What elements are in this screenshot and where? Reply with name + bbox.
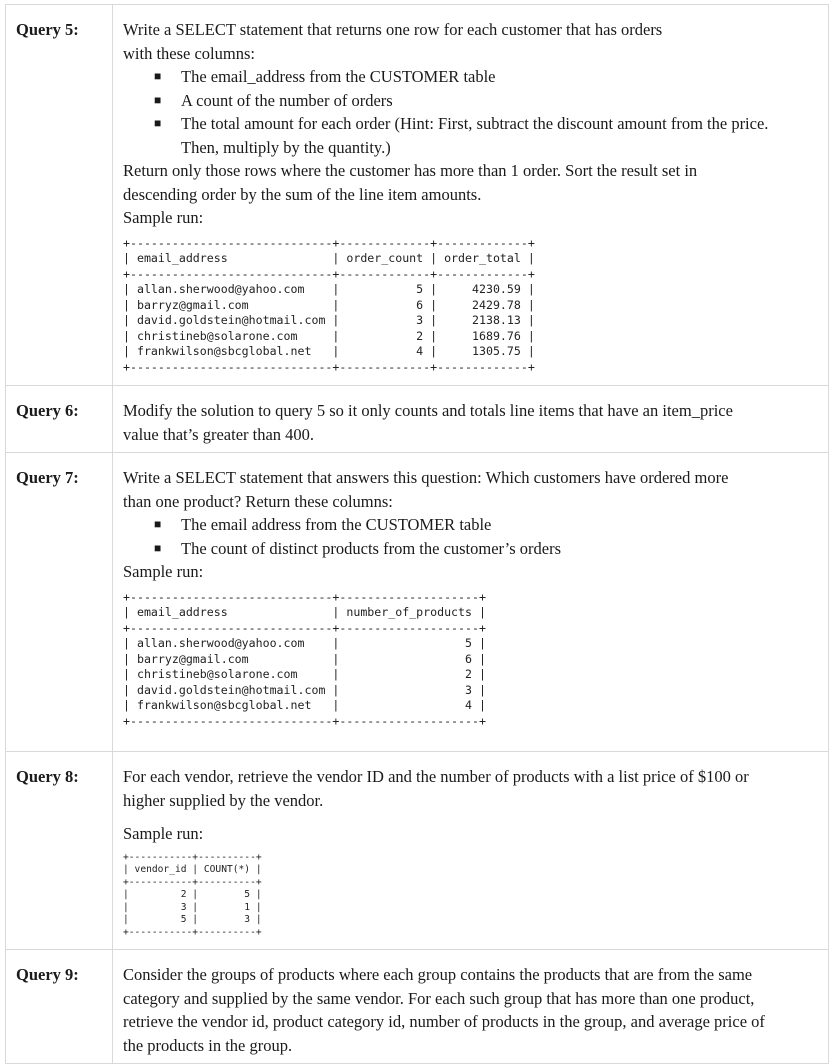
query-9-line-1: Consider the groups of products where each group contains the products that are from the same <box>123 965 753 984</box>
query-8-result-table: +-----------+----------+ | vendor_id | COUNT(*) | +-----------+----------+ | 2 | 5 | | 3 | 1 | | 5 | 3 | +-----------+----------+ <box>123 851 262 938</box>
query-7-bullets <box>123 513 816 560</box>
query-7-label: Query 7: <box>6 453 113 752</box>
assignment-page <box>5 4 829 1064</box>
query-5-outro-1: Return only those rows where the customer has more than 1 order. Sort the result set in <box>123 161 698 180</box>
sample-run-label: Sample run: <box>123 824 204 843</box>
query-8-label: Query 8: <box>6 752 113 950</box>
query-9-line-2: category and supplied by the same vendor. For each such group that has more than one product, <box>123 988 755 1008</box>
query-7-intro-1: Write a SELECT statement that answers this question: Which customers have ordered more <box>123 468 729 487</box>
query-7-row <box>6 453 829 752</box>
query-5-row <box>6 5 829 386</box>
bullet-icon: ■ <box>154 540 162 555</box>
query-7-body <box>113 453 829 752</box>
query-7-intro-2: than one product? Return these columns: <box>123 491 393 511</box>
query-5-body <box>113 5 829 386</box>
list-item: ■ The email address from the CUSTOMER table <box>123 513 816 537</box>
sample-run-label: Sample run: <box>123 562 204 581</box>
bullet-icon: ■ <box>154 92 162 107</box>
query-8-line-1: For each vendor, retrieve the vendor ID and the number of products with a list price of $100 or <box>123 767 749 786</box>
list-item: ■ The count of distinct products from the customer’s orders <box>123 537 816 561</box>
query-5-bullets <box>123 65 816 159</box>
query-5-label: Query 5: <box>6 5 113 386</box>
query-table <box>5 4 829 1064</box>
bullet-icon: ■ <box>154 69 162 83</box>
list-item-continuation: Then, multiply by the quantity.) <box>181 137 391 157</box>
query-6-row <box>6 386 829 453</box>
query-5-intro-2: with these columns: <box>123 43 255 63</box>
query-5-intro-1: Write a SELECT statement that returns one row for each customer that has orders <box>123 20 663 39</box>
bullet-icon: ■ <box>154 116 162 130</box>
bullet-icon: ■ <box>154 517 162 531</box>
query-8-body <box>113 752 829 950</box>
query-9-row <box>6 950 829 1064</box>
sample-run-label: Sample run: <box>123 208 204 227</box>
query-5-outro-2: descending order by the sum of the line item amounts. <box>123 184 482 204</box>
query-5-result-table: +-----------------------------+-------------+-------------+ | email_address | order_count | order_total | +-----------------------------+-------------+-------------+ | allan.sherwood@yahoo.com | 5 | 4230.59 | | barryz@gmail.com | 6 | 2429.78 | | david.goldstein@hotmail.com | 3 | 2138.13 | | christineb@solarone.com | 2 | 1689.76 | | frankwilson@sbcglobal.net | 4 | 1305.75 | +-----------------------------+-------------+-------------+ <box>123 235 535 374</box>
query-8-row <box>6 752 829 950</box>
query-7-result-table: +-----------------------------+--------------------+ | email_address | number_of_products | +-----------------------------+--------------------+ | allan.sherwood@yahoo.com | 5 | | barryz@gmail.com | 6 | | christineb@solarone.com | 2 | | david.goldstein@hotmail.com | 3 | | frankwilson@sbcglobal.net | 4 | +-----------------------------+--------------------+ <box>123 589 486 728</box>
query-6-line-2: value that’s greater than 400. <box>123 424 315 444</box>
query-6-label: Query 6: <box>6 386 113 453</box>
query-6-body <box>113 386 829 453</box>
query-9-line-3: retrieve the vendor id, product category id, number of products in the group, and average price of <box>123 1012 765 1031</box>
query-6-line-1: Modify the solution to query 5 so it only counts and totals line items that have an item_price <box>123 401 733 420</box>
list-item: ■ The total amount for each order (Hint: First, subtract the discount amount from the price. <box>123 112 816 136</box>
list-item: ■ The email_address from the CUSTOMER table <box>123 65 816 89</box>
query-9-body <box>113 950 829 1064</box>
query-8-line-2: higher supplied by the vendor. <box>123 790 324 810</box>
query-9-label: Query 9: <box>6 950 113 1064</box>
query-9-line-4: the products in the group. <box>123 1035 293 1055</box>
list-item: ■ A count of the number of orders <box>123 89 816 113</box>
